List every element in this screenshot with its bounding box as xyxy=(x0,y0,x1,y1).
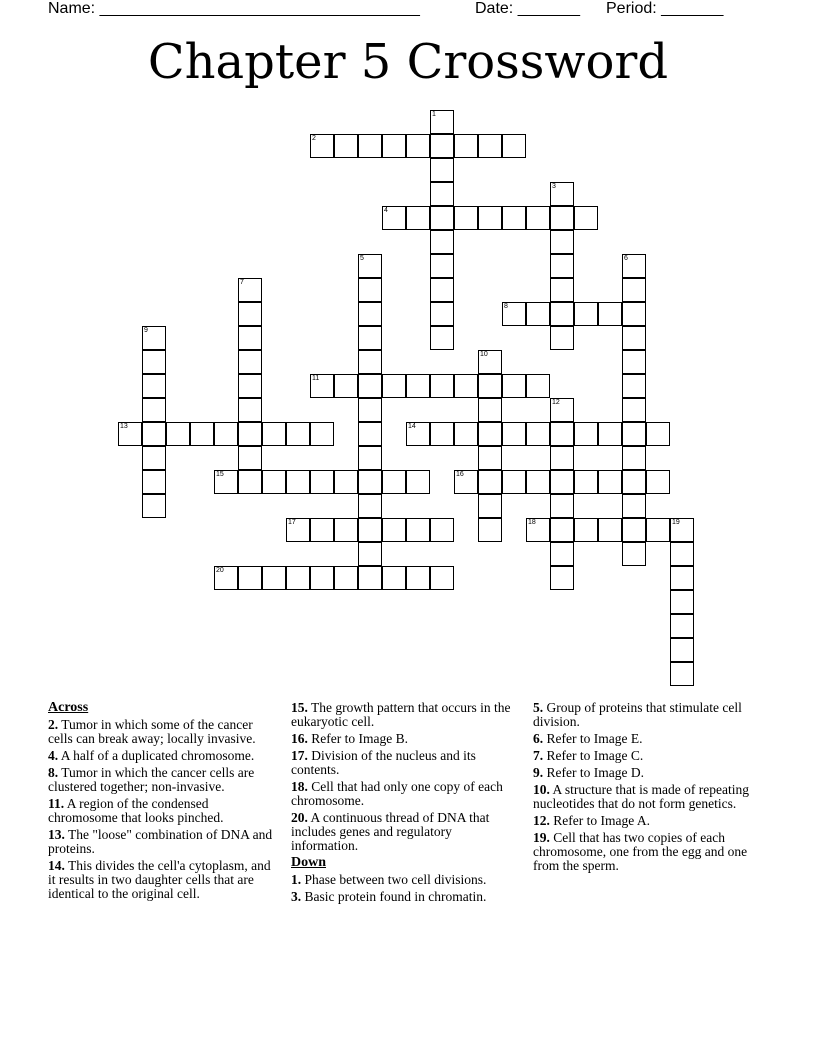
grid-cell[interactable] xyxy=(550,326,574,350)
grid-cell[interactable] xyxy=(454,470,478,494)
clue-across-13 xyxy=(48,828,276,856)
grid-cell[interactable] xyxy=(430,158,454,182)
clue-number-label: 19 xyxy=(672,519,680,526)
grid-cell[interactable] xyxy=(358,254,382,278)
clue-number-label: 5 xyxy=(360,255,364,262)
clue-number: 4. xyxy=(48,748,59,763)
clue-down-12 xyxy=(533,814,769,828)
grid-cell[interactable] xyxy=(598,422,622,446)
grid-cell[interactable] xyxy=(622,518,646,542)
clue-across-14 xyxy=(48,859,276,901)
grid-cell[interactable] xyxy=(478,470,502,494)
grid-cell[interactable] xyxy=(574,470,598,494)
grid-cell[interactable] xyxy=(358,542,382,566)
grid-cell[interactable] xyxy=(646,470,670,494)
grid-cell[interactable] xyxy=(502,206,526,230)
grid-cell[interactable] xyxy=(262,422,286,446)
grid-cell[interactable] xyxy=(670,638,694,662)
grid-cell[interactable] xyxy=(478,422,502,446)
clue-text: Refer to Image C. xyxy=(546,748,644,763)
clues-column-3 xyxy=(533,701,769,876)
grid-cell[interactable] xyxy=(406,470,430,494)
grid-cell[interactable] xyxy=(478,398,502,422)
clue-text: Refer to Image E. xyxy=(546,731,643,746)
grid-cell[interactable] xyxy=(238,566,262,590)
clue-number-label: 6 xyxy=(624,255,628,262)
clue-number: 17. xyxy=(291,748,308,763)
clues-column-1 xyxy=(48,701,276,904)
grid-cell[interactable] xyxy=(574,518,598,542)
grid-cell[interactable] xyxy=(670,566,694,590)
grid-cell[interactable] xyxy=(622,278,646,302)
clue-down-10 xyxy=(533,783,769,811)
grid-cell[interactable] xyxy=(310,422,334,446)
clue-text: Phase between two cell divisions. xyxy=(304,872,487,887)
clue-number-label: 8 xyxy=(504,303,508,310)
clue-across-15 xyxy=(291,701,519,729)
grid-cell[interactable] xyxy=(574,206,598,230)
grid-cell[interactable] xyxy=(502,374,526,398)
grid-cell[interactable] xyxy=(430,230,454,254)
grid-cell[interactable] xyxy=(358,326,382,350)
grid-cell[interactable] xyxy=(622,422,646,446)
grid-cell[interactable] xyxy=(598,302,622,326)
down-heading: Down xyxy=(291,855,327,870)
across-heading: Across xyxy=(48,700,89,715)
grid-cell[interactable] xyxy=(574,302,598,326)
clue-text: The growth pattern that occurs in the eukaryotic cell. xyxy=(291,700,511,729)
grid-cell[interactable] xyxy=(622,302,646,326)
clue-down-6 xyxy=(533,732,769,746)
grid-cell[interactable] xyxy=(358,494,382,518)
grid-cell[interactable] xyxy=(142,470,166,494)
grid-cell[interactable] xyxy=(358,566,382,590)
clue-number: 2. xyxy=(48,717,59,732)
grid-cell[interactable] xyxy=(430,182,454,206)
grid-cell[interactable] xyxy=(622,326,646,350)
clue-number-label: 11 xyxy=(312,375,320,382)
grid-cell[interactable] xyxy=(598,470,622,494)
grid-cell[interactable] xyxy=(406,566,430,590)
grid-cell[interactable] xyxy=(238,374,262,398)
clue-down-1 xyxy=(291,873,519,887)
clue-number: 14. xyxy=(48,858,65,873)
grid-cell[interactable] xyxy=(406,134,430,158)
clue-number: 1. xyxy=(291,872,302,887)
grid-cell[interactable] xyxy=(286,470,310,494)
grid-cell[interactable] xyxy=(286,566,310,590)
clue-number: 20. xyxy=(291,810,308,825)
grid-cell[interactable] xyxy=(430,374,454,398)
grid-cell[interactable] xyxy=(598,518,622,542)
clue-text: Refer to Image A. xyxy=(553,813,650,828)
grid-cell[interactable] xyxy=(214,566,238,590)
grid-cell[interactable] xyxy=(358,350,382,374)
clue-number: 16. xyxy=(291,731,308,746)
grid-cell[interactable] xyxy=(310,374,334,398)
clue-number: 10. xyxy=(533,782,550,797)
grid-cell[interactable] xyxy=(478,374,502,398)
grid-cell[interactable] xyxy=(622,470,646,494)
grid-cell[interactable] xyxy=(334,566,358,590)
grid-cell[interactable] xyxy=(406,422,430,446)
grid-cell[interactable] xyxy=(430,326,454,350)
grid-cell[interactable] xyxy=(238,470,262,494)
grid-cell[interactable] xyxy=(142,326,166,350)
clue-number: 18. xyxy=(291,779,308,794)
grid-cell[interactable] xyxy=(454,422,478,446)
grid-cell[interactable] xyxy=(382,134,406,158)
clue-down-9 xyxy=(533,766,769,780)
grid-cell[interactable] xyxy=(358,446,382,470)
grid-cell[interactable] xyxy=(238,446,262,470)
grid-cell[interactable] xyxy=(262,566,286,590)
grid-cell[interactable] xyxy=(382,518,406,542)
clue-number-label: 18 xyxy=(528,519,536,526)
clue-text: Basic protein found in chromatin. xyxy=(304,889,487,904)
grid-cell[interactable] xyxy=(358,470,382,494)
grid-cell[interactable] xyxy=(646,518,670,542)
grid-cell[interactable] xyxy=(238,350,262,374)
page-title: Chapter 5 Crossword xyxy=(147,34,669,90)
clue-number-label: 20 xyxy=(216,567,224,574)
grid-cell[interactable] xyxy=(142,398,166,422)
clue-across-4 xyxy=(48,749,276,763)
grid-cell[interactable] xyxy=(142,374,166,398)
grid-cell[interactable] xyxy=(382,566,406,590)
grid-cell[interactable] xyxy=(550,470,574,494)
grid-cell[interactable] xyxy=(310,518,334,542)
grid-cell[interactable] xyxy=(334,470,358,494)
clue-number: 7. xyxy=(533,748,544,763)
clue-text: A region of the condensed chromosome that looks pinched. xyxy=(48,796,224,825)
grid-cell[interactable] xyxy=(238,422,262,446)
grid-cell[interactable] xyxy=(478,494,502,518)
clue-number-label: 17 xyxy=(288,519,296,526)
grid-cell[interactable] xyxy=(478,518,502,542)
grid-cell[interactable] xyxy=(142,350,166,374)
grid-cell[interactable] xyxy=(526,374,550,398)
grid-cell[interactable] xyxy=(526,518,550,542)
grid-cell[interactable] xyxy=(142,422,166,446)
grid-cell[interactable] xyxy=(454,206,478,230)
grid-cell[interactable] xyxy=(358,278,382,302)
grid-cell[interactable] xyxy=(622,494,646,518)
grid-cell[interactable] xyxy=(550,254,574,278)
grid-cell[interactable] xyxy=(622,542,646,566)
clue-text: Cell that has two copies of each chromosome, one from the egg and one from the sperm. xyxy=(533,830,748,873)
grid-cell[interactable] xyxy=(334,374,358,398)
grid-cell[interactable] xyxy=(622,254,646,278)
grid-cell[interactable] xyxy=(430,278,454,302)
grid-cell[interactable] xyxy=(382,470,406,494)
clue-text: The "loose" combination of DNA and proteins. xyxy=(48,827,273,856)
clue-number: 12. xyxy=(533,813,550,828)
grid-cell[interactable] xyxy=(526,470,550,494)
grid-cell[interactable] xyxy=(310,566,334,590)
grid-cell[interactable] xyxy=(142,446,166,470)
grid-cell[interactable] xyxy=(430,302,454,326)
grid-cell[interactable] xyxy=(238,278,262,302)
clue-across-18 xyxy=(291,780,519,808)
grid-cell[interactable] xyxy=(502,134,526,158)
grid-cell[interactable] xyxy=(310,470,334,494)
grid-cell[interactable] xyxy=(526,206,550,230)
grid-cell[interactable] xyxy=(214,422,238,446)
clue-down-19 xyxy=(533,831,769,873)
grid-cell[interactable] xyxy=(670,614,694,638)
grid-cell[interactable] xyxy=(622,350,646,374)
clue-across-17 xyxy=(291,749,519,777)
grid-cell[interactable] xyxy=(406,518,430,542)
grid-cell[interactable] xyxy=(478,134,502,158)
clue-number: 8. xyxy=(48,765,59,780)
grid-cell[interactable] xyxy=(214,470,238,494)
grid-cell[interactable] xyxy=(550,446,574,470)
grid-cell[interactable] xyxy=(406,206,430,230)
clue-number-label: 9 xyxy=(144,327,148,334)
grid-cell[interactable] xyxy=(454,134,478,158)
grid-cell[interactable] xyxy=(238,398,262,422)
grid-cell[interactable] xyxy=(358,374,382,398)
grid-cell[interactable] xyxy=(502,302,526,326)
grid-cell[interactable] xyxy=(622,374,646,398)
clue-text: A structure that is made of repeating nucleotides that do not form genetics. xyxy=(533,782,749,811)
grid-cell[interactable] xyxy=(550,302,574,326)
date-field[interactable]: Date: _______ xyxy=(475,0,580,17)
clue-number-label: 12 xyxy=(552,399,560,406)
grid-cell[interactable] xyxy=(622,446,646,470)
clue-text: Division of the nucleus and its contents. xyxy=(291,748,476,777)
clue-number-label: 3 xyxy=(552,183,556,190)
grid-cell[interactable] xyxy=(286,422,310,446)
clue-number-label: 13 xyxy=(120,423,128,430)
grid-cell[interactable] xyxy=(358,518,382,542)
grid-cell[interactable] xyxy=(550,278,574,302)
grid-cell[interactable] xyxy=(358,398,382,422)
grid-cell[interactable] xyxy=(118,422,142,446)
grid-cell[interactable] xyxy=(550,518,574,542)
clue-text: A continuous thread of DNA that includes genes and regulatory information. xyxy=(291,810,490,853)
clue-number: 5. xyxy=(533,700,544,715)
grid-cell[interactable] xyxy=(478,206,502,230)
grid-cell[interactable] xyxy=(430,206,454,230)
clue-text: Refer to Image D. xyxy=(546,765,644,780)
grid-cell[interactable] xyxy=(142,494,166,518)
clue-number-label: 16 xyxy=(456,471,464,478)
grid-cell[interactable] xyxy=(358,302,382,326)
grid-cell[interactable] xyxy=(406,374,430,398)
grid-cell[interactable] xyxy=(334,518,358,542)
grid-cell[interactable] xyxy=(670,590,694,614)
clue-text: A half of a duplicated chromosome. xyxy=(60,748,255,763)
grid-cell[interactable] xyxy=(430,518,454,542)
clue-number-label: 7 xyxy=(240,279,244,286)
grid-cell[interactable] xyxy=(670,518,694,542)
grid-cell[interactable] xyxy=(166,422,190,446)
grid-cell[interactable] xyxy=(526,302,550,326)
clue-number-label: 2 xyxy=(312,135,316,142)
grid-cell[interactable] xyxy=(238,302,262,326)
grid-cell[interactable] xyxy=(550,398,574,422)
clue-across-2 xyxy=(48,718,276,746)
clue-down-7 xyxy=(533,749,769,763)
grid-cell[interactable] xyxy=(526,422,550,446)
grid-cell[interactable] xyxy=(550,230,574,254)
clues-column-2 xyxy=(291,701,519,907)
grid-cell[interactable] xyxy=(670,542,694,566)
clue-down-5 xyxy=(533,701,769,729)
grid-cell[interactable] xyxy=(382,374,406,398)
grid-cell[interactable] xyxy=(358,134,382,158)
clue-number: 15. xyxy=(291,700,308,715)
grid-cell[interactable] xyxy=(478,446,502,470)
clue-number: 3. xyxy=(291,889,302,904)
clue-text: Tumor in which the cancer cells are clustered together; non-invasive. xyxy=(48,765,255,794)
grid-cell[interactable] xyxy=(430,134,454,158)
grid-cell[interactable] xyxy=(550,542,574,566)
clue-text: This divides the cell'a cytoplasm, and it results in two daughter cells that are identical to the original cell. xyxy=(48,858,271,901)
grid-cell[interactable] xyxy=(310,134,334,158)
grid-cell[interactable] xyxy=(430,254,454,278)
clue-number: 13. xyxy=(48,827,65,842)
clue-across-16 xyxy=(291,732,519,746)
clue-number: 6. xyxy=(533,731,544,746)
clue-number: 11. xyxy=(48,796,65,811)
grid-cell[interactable] xyxy=(454,374,478,398)
clue-number-label: 4 xyxy=(384,207,388,214)
grid-cell[interactable] xyxy=(382,206,406,230)
grid-cell[interactable] xyxy=(550,422,574,446)
grid-cell[interactable] xyxy=(622,398,646,422)
grid-cell[interactable] xyxy=(502,470,526,494)
clue-text: Refer to Image B. xyxy=(311,731,408,746)
clue-text: Cell that had only one copy of each chromosome. xyxy=(291,779,503,808)
period-field[interactable]: Period: _______ xyxy=(606,0,724,17)
grid-cell[interactable] xyxy=(286,518,310,542)
grid-cell[interactable] xyxy=(550,182,574,206)
grid-cell[interactable] xyxy=(670,662,694,686)
clue-text: Group of proteins that stimulate cell division. xyxy=(533,700,742,729)
clue-number-label: 15 xyxy=(216,471,224,478)
grid-cell[interactable] xyxy=(238,326,262,350)
grid-cell[interactable] xyxy=(430,422,454,446)
clue-number: 19. xyxy=(533,830,550,845)
clue-down-3 xyxy=(291,890,519,904)
clue-text: Tumor in which some of the cancer cells can break away; locally invasive. xyxy=(48,717,256,746)
grid-cell[interactable] xyxy=(550,494,574,518)
grid-cell[interactable] xyxy=(430,566,454,590)
grid-cell[interactable] xyxy=(550,206,574,230)
clue-across-20 xyxy=(291,811,519,853)
grid-cell[interactable] xyxy=(358,422,382,446)
grid-cell[interactable] xyxy=(478,350,502,374)
grid-cell[interactable] xyxy=(334,134,358,158)
grid-cell[interactable] xyxy=(430,110,454,134)
grid-cell[interactable] xyxy=(574,422,598,446)
clue-across-8 xyxy=(48,766,276,794)
grid-cell[interactable] xyxy=(550,566,574,590)
grid-cell[interactable] xyxy=(502,422,526,446)
grid-cell[interactable] xyxy=(262,470,286,494)
name-field[interactable]: Name: ____________________________________ xyxy=(48,0,420,17)
clue-across-11 xyxy=(48,797,276,825)
clue-number-label: 10 xyxy=(480,351,488,358)
clue-number-label: 1 xyxy=(432,111,436,118)
clue-number-label: 14 xyxy=(408,423,416,430)
grid-cell[interactable] xyxy=(646,422,670,446)
grid-cell[interactable] xyxy=(190,422,214,446)
clue-number: 9. xyxy=(533,765,544,780)
